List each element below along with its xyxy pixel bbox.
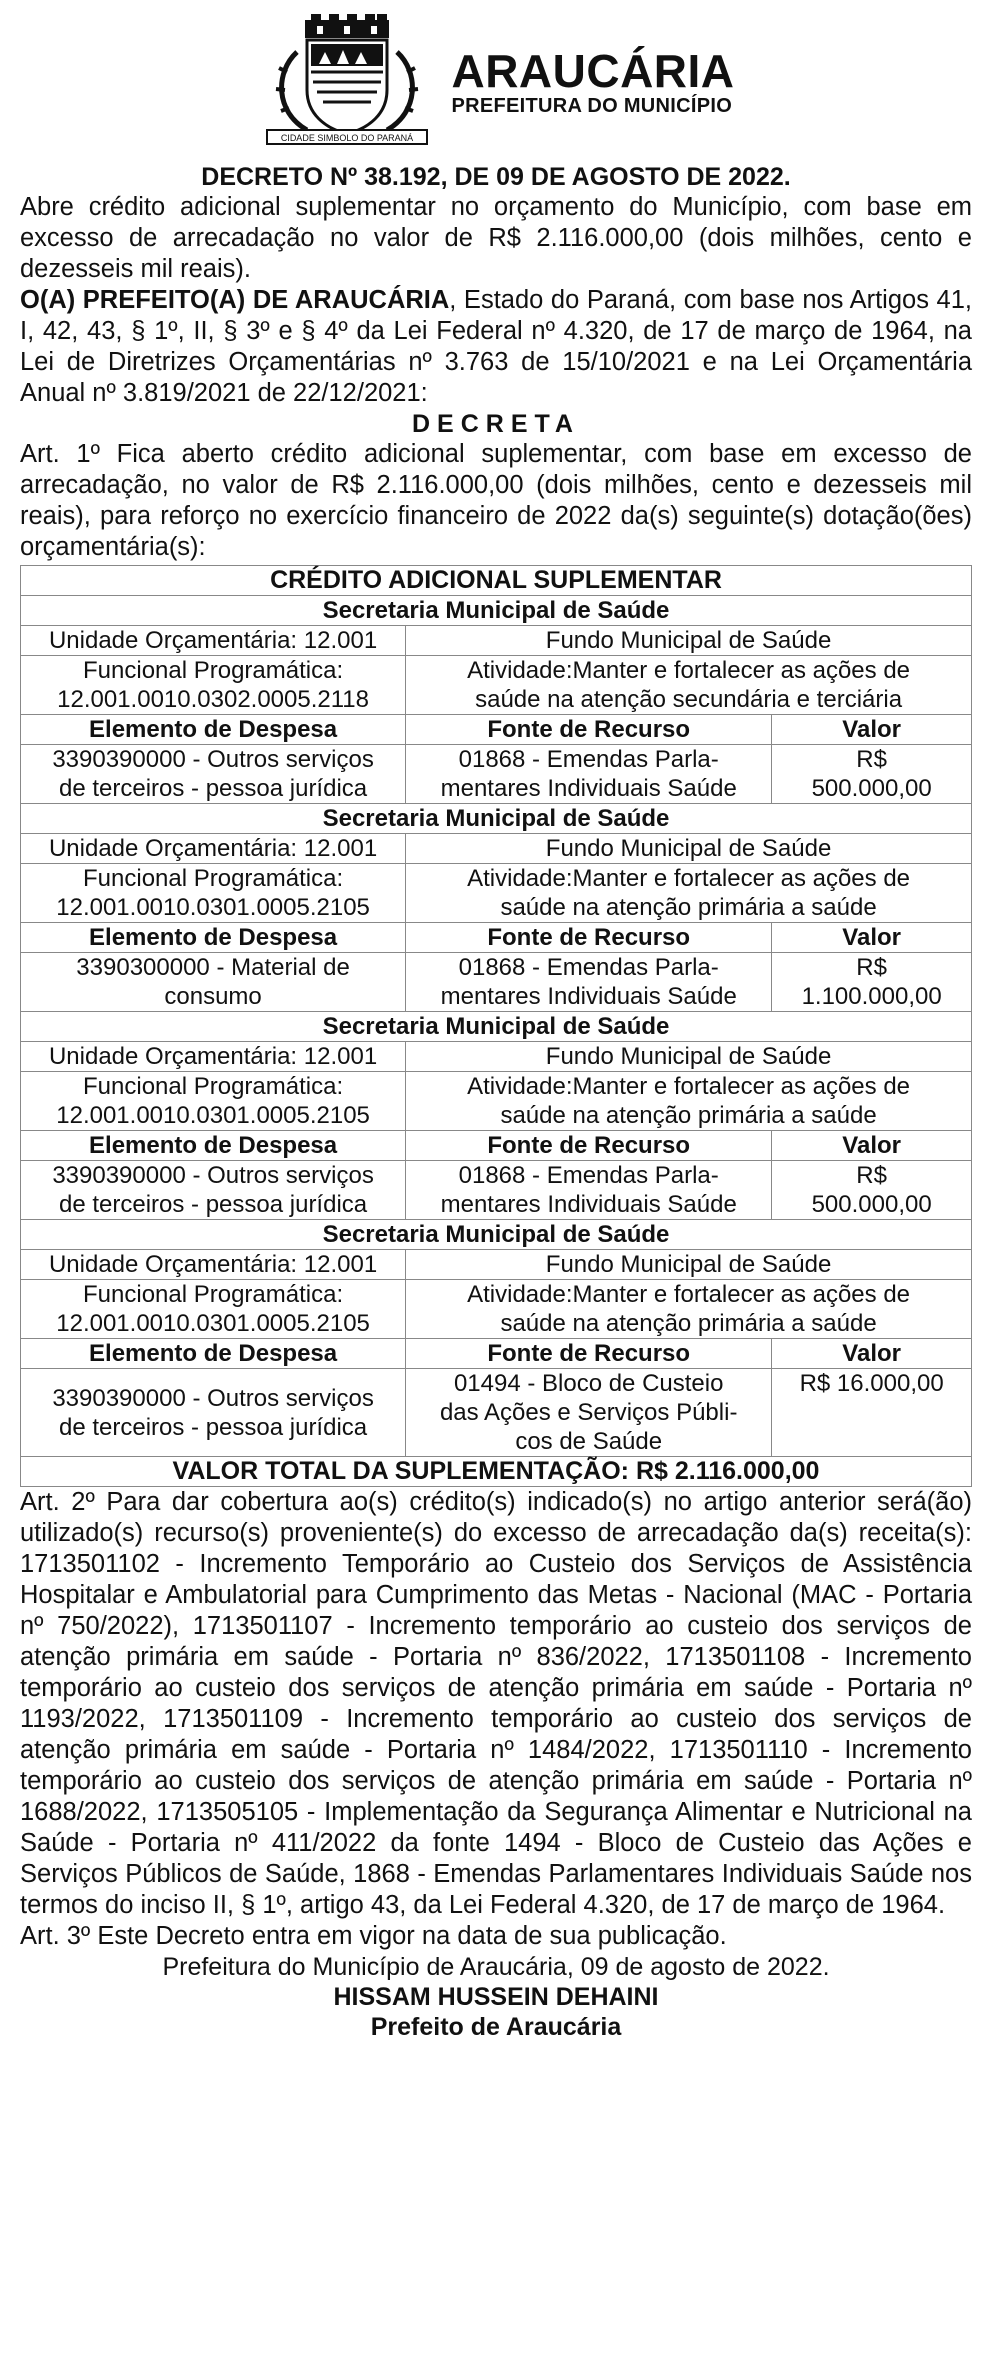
fundo-cell-line: Fundo Municipal de Saúde (545, 1043, 832, 1070)
atividade-cell-line: saúde na atenção primária a saúde (500, 894, 877, 921)
decree-summary: Abre crédito adicional suplementar no orçamento do Município, com base em excesso de arrecadação no valor de R$ 2.116.000,00 (dois milhões, cento e dezesseis mil reais). (20, 193, 972, 283)
header-valor-line: Valor (842, 1132, 901, 1159)
funcional-cell (21, 656, 406, 715)
secretaria-row (21, 1012, 972, 1042)
header (20, 0, 972, 155)
valor-cell (772, 1369, 972, 1457)
fonte-cell (406, 953, 772, 1012)
header-valor-line: Valor (842, 924, 901, 951)
secretaria-cell-line: Secretaria Municipal de Saúde (322, 597, 670, 624)
decree-preamble (20, 285, 972, 409)
unidade-row (21, 834, 972, 864)
funcional-cell-line: Funcional Programática: (83, 1281, 344, 1308)
header-fonte-line: Fonte de Recurso (487, 1132, 691, 1159)
unidade-cell-line: Unidade Orçamentária: 12.001 (48, 1251, 378, 1278)
header-elemento-line: Elemento de Despesa (89, 1132, 338, 1159)
funcional-row (21, 1072, 972, 1131)
atividade-cell-line: Atividade:Manter e fortalecer as ações de (467, 1281, 911, 1308)
unidade-row (21, 626, 972, 656)
column-header-row (21, 923, 972, 953)
fonte-cell-line: 01868 - Emendas Parla- (458, 1162, 719, 1189)
secretaria-cell-line: Secretaria Municipal de Saúde (322, 1013, 670, 1040)
valor-cell-line: R$ (856, 954, 887, 981)
header-elemento (21, 715, 406, 745)
atividade-cell-line: saúde na atenção primária a saúde (500, 1102, 877, 1129)
elemento-cell-line: 3390390000 - Outros serviços (52, 1384, 374, 1412)
funcional-cell-line: Funcional Programática: (83, 865, 344, 892)
secretaria-cell (21, 596, 972, 626)
elemento-cell-line: de terceiros - pessoa jurídica (58, 775, 368, 802)
header-elemento (21, 1131, 406, 1161)
fonte-cell-line: das Ações e Serviços Públi- (439, 1399, 738, 1426)
valor-cell (772, 1161, 972, 1220)
fonte-cell-line: cos de Saúde (515, 1428, 663, 1455)
brand (451, 44, 735, 117)
elemento-cell (21, 1161, 406, 1220)
fonte-cell-line: 01494 - Bloco de Custeio (453, 1370, 724, 1397)
header-elemento-line: Elemento de Despesa (89, 1340, 338, 1367)
header-valor (772, 715, 972, 745)
data-row (21, 953, 972, 1012)
secretaria-cell-line: Secretaria Municipal de Saúde (322, 805, 670, 832)
fundo-cell-line: Fundo Municipal de Saúde (545, 835, 832, 862)
unidade-row (21, 1042, 972, 1072)
atividade-cell-line: saúde na atenção primária a saúde (500, 1310, 877, 1337)
secretaria-row (21, 596, 972, 626)
elemento-cell-line: 3390390000 - Outros serviços (52, 746, 374, 773)
total-cell (21, 1457, 972, 1487)
fonte-cell (406, 745, 772, 804)
unidade-cell (21, 1250, 406, 1280)
signer-title: Prefeito de Araucária (370, 2013, 622, 2041)
unidade-cell-line: Unidade Orçamentária: 12.001 (48, 627, 378, 654)
header-valor (772, 1339, 972, 1369)
signer-name: HISSAM HUSSEIN DEHAINI (333, 1983, 659, 2011)
elemento-cell-line: de terceiros - pessoa jurídica (58, 1413, 368, 1441)
header-fonte-line: Fonte de Recurso (487, 1340, 691, 1367)
unidade-cell-line: Unidade Orçamentária: 12.001 (48, 835, 378, 862)
article-2: Art. 2º Para dar cobertura ao(s) crédito(s) indicado(s) no artigo anterior será(ão) utilizado(s) recurso(s) proveniente(s) do excesso de arrecadação da(s) receita(s): 1713501102 - Incremento Temporário ao Custeio dos Serviços de Assistência Hospitalar e Ambulatorial para Cumprimento das Metas - Nacional (MAC - Portaria nº 750/2022), 1713501107 - Incremento temporário ao custeio dos serviços de atenção primária em saúde - Portaria nº 836/2022, 1713501108 - Incremento temporário ao custeio dos serviços de atenção primária em saúde - Portaria nº 1193/2022, 1713501109 - Incremento temporário ao custeio dos serviços de atenção primária em saúde - Portaria nº 1484/2022, 1713501110 - Incremento temporário ao custeio dos serviços de atenção primária em saúde - Portaria nº 1688/2022, 1713505105 - Implementação da Segurança Alimentar e Nutricional na Saúde - Portaria nº 411/2022 da fonte 1494 - Bloco de Custeio das Ações e Serviços Públicos de Saúde, 1868 - Emendas Parlamentares Individuais Saúde nos termos do inciso II, § 1º, artigo 43, da Lei Federal 4.320, de 17 de março de 1964. (20, 1488, 972, 1919)
secretaria-cell (21, 1012, 972, 1042)
header-elemento (21, 923, 406, 953)
elemento-cell-line: 3390390000 - Outros serviços (52, 1162, 374, 1189)
total-row (21, 1457, 972, 1487)
valor-cell-line: 500.000,00 (811, 1191, 932, 1218)
header-valor-line: Valor (842, 716, 901, 743)
header-elemento-line: Elemento de Despesa (89, 716, 338, 743)
data-row (21, 745, 972, 804)
elemento-cell-line: de terceiros - pessoa jurídica (58, 1191, 368, 1218)
valor-cell-line: R$ (856, 746, 887, 773)
funcional-row (21, 864, 972, 923)
fonte-cell (406, 1161, 772, 1220)
elemento-cell-line: consumo (164, 983, 262, 1010)
preamble-rest: , Estado do Paraná, com base nos Artigos 41, I, 42, 43, § 1º, II, § 3º e § 4º da Lei Federal nº 4.320, de 17 de março de 1964, na Lei de Diretrizes Orçamentárias nº 3.763 de 15/10/2021 e na Lei Orçamentária Anual nº 3.819/2021 de 22/12/2021: (20, 286, 972, 407)
funcional-cell-line: 12.001.0010.0301.0005.2105 (56, 1310, 370, 1337)
column-header-row (21, 1131, 972, 1161)
fundo-cell (406, 626, 972, 656)
funcional-cell-line: 12.001.0010.0301.0005.2105 (56, 1102, 370, 1129)
header-valor-line: Valor (842, 1340, 901, 1367)
brand-subtitle: PREFEITURA DO MUNICÍPIO (451, 94, 733, 117)
elemento-cell (21, 953, 406, 1012)
valor-cell (772, 745, 972, 804)
preamble-bold: O(A) PREFEITO(A) DE ARAUCÁRIA (20, 286, 450, 314)
atividade-cell (406, 656, 972, 715)
funcional-cell (21, 1280, 406, 1339)
valor-cell-line: 500.000,00 (811, 775, 932, 802)
elemento-cell (21, 1369, 406, 1457)
data-row (21, 1369, 972, 1457)
atividade-cell-line: Atividade:Manter e fortalecer as ações de (467, 865, 911, 892)
header-fonte (406, 1339, 772, 1369)
secretaria-row (21, 804, 972, 834)
data-row (21, 1161, 972, 1220)
secretaria-cell (21, 804, 972, 834)
unidade-cell (21, 626, 406, 656)
fundo-cell-line: Fundo Municipal de Saúde (545, 1251, 832, 1278)
header-elemento-line: Elemento de Despesa (89, 924, 338, 951)
valor-cell (772, 953, 972, 1012)
valor-cell-line: 1.100.000,00 (801, 983, 942, 1010)
total-cell-line: VALOR TOTAL DA SUPLEMENTAÇÃO: R$ 2.116.000,00 (172, 1457, 820, 1485)
atividade-cell-line: saúde na atenção secundária e terciária (475, 686, 903, 713)
funcional-cell-line: Funcional Programática: (83, 1073, 344, 1100)
fundo-cell-line: Fundo Municipal de Saúde (545, 627, 832, 654)
credit-table-body (21, 566, 972, 1487)
atividade-cell-line: Atividade:Manter e fortalecer as ações de (467, 1073, 911, 1100)
fonte-cell-line: 01868 - Emendas Parla- (458, 746, 719, 773)
header-valor (772, 1131, 972, 1161)
fonte-cell-line: 01868 - Emendas Parla- (458, 954, 719, 981)
unidade-cell (21, 1042, 406, 1072)
fundo-cell (406, 1250, 972, 1280)
secretaria-row (21, 1220, 972, 1250)
svg-text:CIDADE SIMBOLO DO PARANÁ: CIDADE SIMBOLO DO PARANÁ (281, 132, 414, 143)
funcional-row (21, 1280, 972, 1339)
fonte-cell (406, 1369, 772, 1457)
atividade-cell-line: Atividade:Manter e fortalecer as ações de (467, 657, 911, 684)
secretaria-cell-line: Secretaria Municipal de Saúde (322, 1221, 670, 1248)
credit-table (20, 565, 972, 1487)
table-title: CRÉDITO ADICIONAL SUPLEMENTAR (21, 566, 972, 596)
atividade-cell (406, 1280, 972, 1339)
funcional-cell (21, 864, 406, 923)
header-valor (772, 923, 972, 953)
article-3: Art. 3º Este Decreto entra em vigor na data de sua publicação. (20, 1922, 727, 1950)
valor-cell-line: R$ (856, 1162, 887, 1189)
fundo-cell (406, 1042, 972, 1072)
valor-cell-line: R$ 16.000,00 (799, 1370, 944, 1397)
funcional-cell-line: 12.001.0010.0302.0005.2118 (57, 686, 369, 713)
atividade-cell (406, 1072, 972, 1131)
atividade-cell (406, 864, 972, 923)
fonte-cell-line: mentares Individuais Saúde (440, 983, 737, 1010)
column-header-row (21, 1339, 972, 1369)
header-fonte (406, 715, 772, 745)
decree-title: DECRETO Nº 38.192, DE 09 DE AGOSTO DE 2022. (201, 163, 791, 191)
header-fonte-line: Fonte de Recurso (487, 924, 691, 951)
secretaria-cell (21, 1220, 972, 1250)
fonte-cell-line: mentares Individuais Saúde (440, 1191, 737, 1218)
fonte-cell-line: mentares Individuais Saúde (440, 775, 737, 802)
header-fonte (406, 1131, 772, 1161)
funcional-cell-line: 12.001.0010.0301.0005.2105 (56, 894, 370, 921)
elemento-cell (21, 745, 406, 804)
place-date: Prefeitura do Município de Araucária, 09 de agosto de 2022. (162, 1953, 830, 1981)
header-fonte (406, 923, 772, 953)
unidade-row (21, 1250, 972, 1280)
funcional-cell-line: Funcional Programática: (83, 657, 344, 684)
coat-of-arms-logo (257, 12, 437, 152)
article-1: Art. 1º Fica aberto crédito adicional suplementar, com base em excesso de arrecadação, no valor de R$ 2.116.000,00 (dois milhões, cento e dezesseis mil reais), para reforço no exercício financeiro de 2022 da(s) seguinte(s) dotação(ões) orçamentária(s): (20, 440, 972, 561)
funcional-row (21, 656, 972, 715)
header-fonte-line: Fonte de Recurso (487, 716, 691, 743)
decreta-heading: DECRETA (412, 410, 580, 438)
unidade-cell-line: Unidade Orçamentária: 12.001 (48, 1043, 378, 1070)
header-elemento (21, 1339, 406, 1369)
elemento-cell-line: 3390300000 - Material de (76, 954, 350, 981)
funcional-cell (21, 1072, 406, 1131)
brand-name: ARAUCÁRIA (451, 44, 735, 97)
fundo-cell (406, 834, 972, 864)
column-header-row (21, 715, 972, 745)
unidade-cell (21, 834, 406, 864)
